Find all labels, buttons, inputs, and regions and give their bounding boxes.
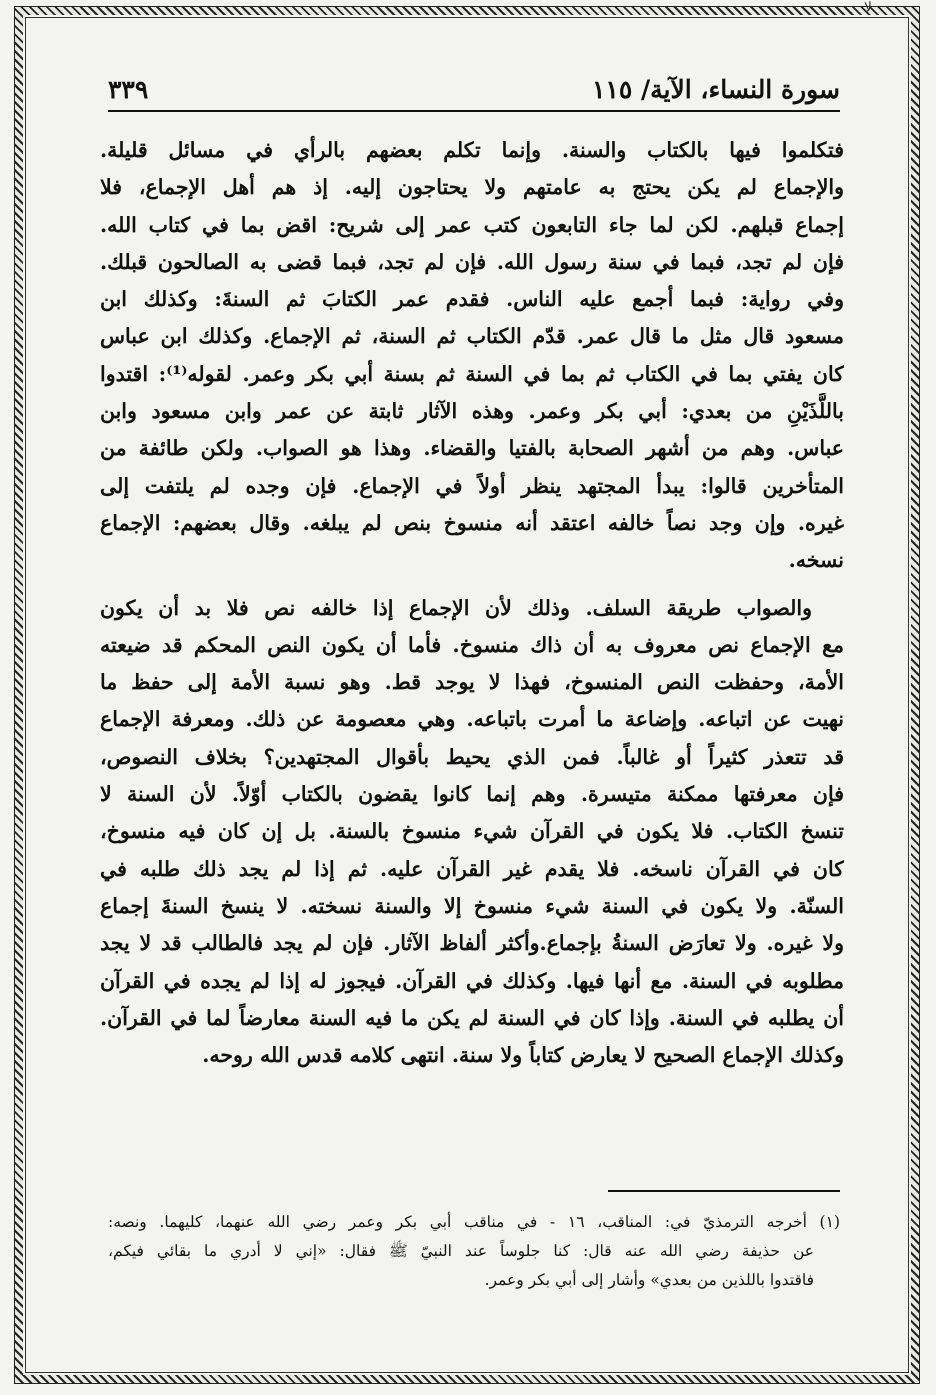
text-line: السنّة. ولا يكون في السنة شيء منسوخ إلا والسنة نسخته. لا ينسخ السنةَ إجماع [100,893,844,918]
text-line: وفي رواية: فبما أجمع عليه الناس. فقدم عمر الكتابَ ثم السنةَ: وكذلك ابن [100,287,844,312]
text-line: فإن معرفتها ممكنة متيسرة. وهم إنما كانوا يقضون بالكتاب أوّلاً. لأن السنة لا [100,782,844,807]
body-text [100,132,844,1074]
text-line: وكذلك الإجماع الصحيح لا يعارض كتاباً ولا سنة. انتهى كلامه قدس الله روحه. [202,1043,844,1068]
text-line: والإجماع لم يكن يحتج به عامتهم ولا يحتاجون إليه. إذ هم أهل الإجماع، فلا [100,175,844,200]
paragraph-2 [100,590,844,627]
text-line: والصواب طريقة السلف. وذلك لأن الإجماع إذا خالفه نص فلا بد أن يكون [100,595,812,620]
paragraph-2-cont [100,627,844,1075]
text-line: المتأخرين قالوا: يبدأ المجتهد ينظر أولاً في الإجماع. فإن وجده لم يلتفت إلى [100,473,844,498]
running-header [108,68,840,112]
page-number: ٣٣٩ [108,74,149,104]
text-line: نسخه. [788,548,844,573]
text-line: ولا غيره. ولا تعارَض السنةُ بإجماع.وأكثر ألفاظ الآثار. فإن لم يجد فالطالب قد لا يجد [100,931,844,956]
footnote-line: عن حذيفة رضي الله عنه قال: كنا جلوساً عند النبيّ ﷺ فقال: «إني لا أدري ما بقائي فيكم، [108,1242,814,1260]
footnote-line: (١) أخرجه الترمذيّ في: المناقب، ١٦ - في مناقب أبي بكر وعمر رضي الله عنهما، كليهما. ونصه: [108,1213,840,1231]
text-line: مطلوبه في السنة. مع أنها فيها. وكذلك في القرآن. فيجوز له إذا لم يجده في القرآن [100,968,844,993]
text-line: مع الإجماع نص معروف به أن ذاك منسوخ. فأما أن يكون النص المحكم قد ضيعته [100,632,844,657]
text-line: عباس. وهم من أشهر الصحابة بالفتيا والقضاء. وهذا هو الصواب. ولكن طائفة من [100,436,844,461]
text-line: فتكلموا فيها بالكتاب والسنة. وإنما تكلم بعضهم بالرأي في مسائل قليلة. [100,138,844,162]
footnotes [108,1208,840,1295]
header-title: سورة النساء، الآية/ ١١٥ [592,74,840,104]
text-line: قد تتعذر كثيراً أو غالباً. فمن الذي يحيط بأقوال المجتهدين؟ بخلاف النصوص، [100,744,844,769]
footnote-separator [608,1190,840,1192]
corner-mark: ﻻ [864,0,872,16]
text-line: باللَّذَيْنِ من بعدي: أبي بكر وعمر. وهذه الآثار ثابتة عن عمر وابن مسعود وابن [100,399,844,424]
text-line: الأمة، وحفظت النص المنسوخ، فهذا لا يوجد قط. وهو نسبة الأمة إلى حفظ ما [100,670,844,695]
text-line: كان في القرآن ناسخه. فلا يقدم غير القرآن عليه. ثم إذا لم يجد ذلك طلبه في [100,856,844,881]
text-line: تنسخ الكتاب. فلا يكون في القرآن شيء منسوخ بالسنة. بل إن كان فيه منسوخ، [100,819,844,844]
text-line: فإن لم تجد، فبما في سنة رسول الله. فإن لم تجد، فبما قضى به الصالحون قبلك. [100,249,844,274]
text-line: مسعود قال مثل ما قال عمر. قدّم الكتاب ثم السنة، ثم الإجماع. وكذلك ابن عباس [100,324,844,349]
text-line: أن يطلبه في السنة. وإذا كان في السنة لم يكن ما فيه السنة معارضاً لما في القرآن. [100,1005,844,1030]
paragraph-1 [100,132,844,580]
text-line: إجماع قبلهم. لكن لما جاء التابعون كتب عمر إلى شريح: اقض بما في كتاب الله. [100,212,844,237]
text-line: كان يفتي بما في الكتاب ثم بما في السنة ثم بسنة أبي بكر وعمر. لقوله⁽¹⁾: اقتدوا [100,361,844,386]
text-line: نهيت عن اتباعه. وإضاعة ما أمرت باتباعه. وهي معصومة عن ذلك. ومعرفة الإجماع [100,707,844,732]
text-line: غيره. وإن وجد نصاً خالفه اعتقد أنه منسوخ بنص لم يبلغه. وقال بعضهم: الإجماع [100,510,844,535]
footnote-line: فاقتدوا باللذين من بعدي» وأشار إلى أبي بكر وعمر. [484,1271,814,1289]
